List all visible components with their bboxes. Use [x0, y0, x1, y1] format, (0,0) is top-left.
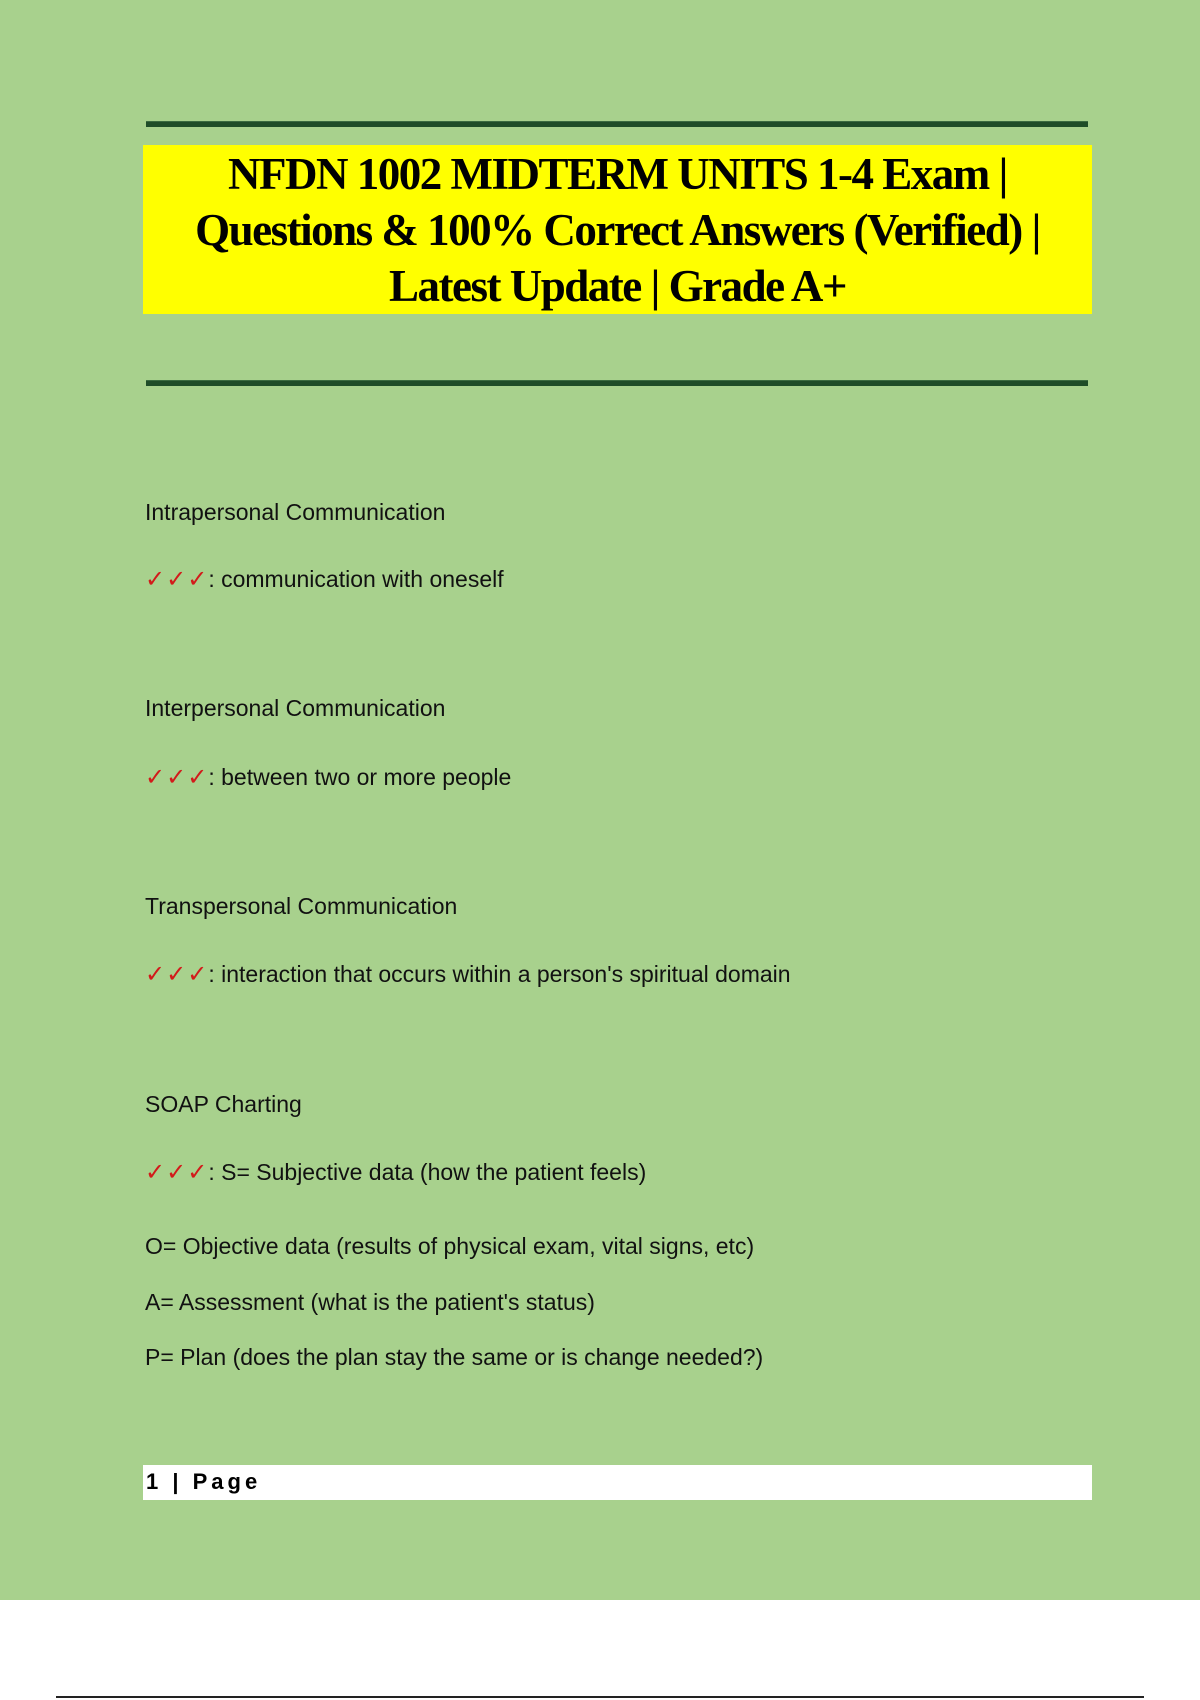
check-mark-icon: ✓✓✓	[145, 1158, 209, 1186]
top-divider	[146, 121, 1088, 127]
title-banner	[143, 145, 1092, 314]
answer-line	[145, 565, 504, 593]
check-mark-icon: ✓✓✓	[145, 960, 209, 988]
check-mark-icon: ✓✓✓	[145, 565, 209, 593]
bottom-rule	[56, 1696, 1144, 1698]
answer-line	[145, 1158, 646, 1186]
soap-line: A= Assessment (what is the patient's status)	[145, 1289, 595, 1315]
term-label: Transpersonal Communication	[145, 893, 458, 919]
soap-line: P= Plan (does the plan stay the same or is change needed?)	[145, 1344, 764, 1370]
check-mark-icon: ✓✓✓	[145, 763, 209, 791]
document-title: NFDN 1002 MIDTERM UNITS 1-4 Exam | Questions & 100% Correct Answers (Verified) | Latest Update | Grade A+	[195, 148, 1040, 311]
page-number: 1 | Page	[146, 1469, 262, 1494]
answer-line	[145, 763, 511, 791]
term-label: Interpersonal Communication	[145, 695, 446, 721]
answer-text: : interaction that occurs within a person's spiritual domain	[208, 961, 791, 987]
page-footer	[143, 1465, 1092, 1500]
answer-line	[145, 960, 791, 988]
answer-text: : between two or more people	[208, 764, 512, 790]
soap-line: O= Objective data (results of physical exam, vital signs, etc)	[145, 1233, 755, 1259]
answer-text: : communication with oneself	[208, 566, 504, 592]
term-label: SOAP Charting	[145, 1091, 302, 1117]
answer-text: : S= Subjective data (how the patient feels)	[208, 1159, 647, 1185]
bottom-divider	[146, 380, 1088, 386]
term-label: Intrapersonal Communication	[145, 499, 446, 525]
